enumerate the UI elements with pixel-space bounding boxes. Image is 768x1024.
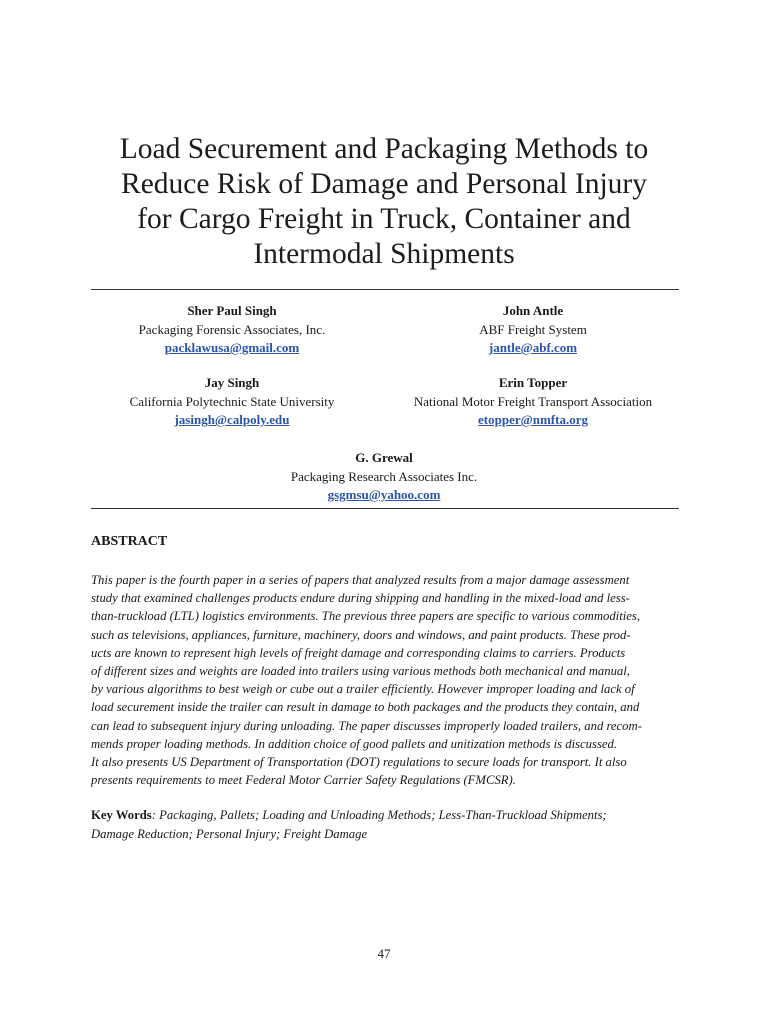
keywords-text: Damage Reduction; Personal Injury; Freight Damage	[91, 826, 368, 841]
paper-title	[90, 132, 678, 272]
author-block	[392, 302, 674, 358]
abstract-line: such as televisions, appliances, furniture, machinery, doors and windows, and paint products. These prod-	[91, 627, 631, 642]
page-number: 47	[377, 946, 391, 961]
abstract-line: load securement inside the trailer can result in damage to both packages and the products they contain, and	[91, 700, 640, 715]
author-email-link[interactable]: etopper@nmfta.org	[478, 412, 588, 427]
abstract-heading: ABSTRACT	[91, 534, 168, 549]
author-email-link[interactable]: jasingh@calpoly.edu	[174, 412, 290, 427]
author-name: Erin Topper	[498, 375, 568, 390]
divider-bottom	[91, 508, 679, 509]
title-line: Intermodal Shipments	[253, 238, 515, 270]
author-affiliation: California Polytechnic State University	[129, 393, 335, 409]
abstract-line: by various algorithms to best weigh or cube out a trailer efficiently. However improper loading and lack of	[91, 682, 635, 697]
keywords-label: Key Words	[91, 808, 152, 822]
author-affiliation: Packaging Research Associates Inc.	[290, 468, 478, 484]
abstract-line: presents requirements to meet Federal Motor Carrier Safety Regulations (FMCSR).	[91, 773, 516, 788]
author-name: Jay Singh	[204, 375, 260, 390]
abstract-line: study that examined challenges products endure during shipping and handling in the mixed-load and less-	[91, 591, 630, 606]
author-block	[392, 374, 674, 430]
author-name: Sher Paul Singh	[187, 303, 277, 318]
keywords-text: : Packaging, Pallets; Loading and Unloading Methods; Less-Than-Truckload Shipments;	[151, 808, 607, 822]
author-email-link[interactable]: gsgmsu@yahoo.com	[327, 487, 441, 502]
author-affiliation: National Motor Freight Transport Association	[413, 393, 653, 409]
author-name: John Antle	[502, 303, 564, 318]
abstract-line: This paper is the fourth paper in a series of papers that analyzed results from a major damage assessment	[91, 573, 630, 587]
author-block	[200, 449, 568, 505]
divider-top	[91, 289, 679, 290]
keywords-line	[91, 806, 681, 825]
abstract-line: of different sizes and weights are loaded into trailers using various methods both mechanical and manual,	[91, 664, 630, 679]
author-name: G. Grewal	[355, 450, 413, 465]
abstract-line: mends proper loading methods. In addition choice of good pallets and unitization methods is discussed.	[91, 736, 618, 751]
title-line: Load Securement and Packaging Methods to	[119, 133, 649, 165]
abstract-line: than-truckload (LTL) logistics environments. The previous three papers are specific to various commodities,	[91, 609, 640, 624]
abstract-line: It also presents US Department of Transportation (DOT) regulations to secure loads for transport. It also	[91, 755, 627, 770]
abstract-body	[91, 571, 681, 789]
keywords-block	[91, 806, 681, 843]
abstract-line: can lead to subsequent injury during unloading. The paper discusses improperly loaded trailers, and recom-	[91, 718, 642, 733]
abstract-line: ucts are known to represent high levels of freight damage and corresponding claims to carriers. Products	[91, 645, 626, 660]
author-block	[92, 374, 372, 430]
author-affiliation: Packaging Forensic Associates, Inc.	[138, 321, 326, 337]
author-email-link[interactable]: packlawusa@gmail.com	[164, 340, 300, 355]
author-email-link[interactable]: jantle@abf.com	[488, 340, 578, 355]
author-affiliation: ABF Freight System	[479, 321, 587, 337]
title-line: Reduce Risk of Damage and Personal Injury	[121, 168, 647, 200]
title-line: for Cargo Freight in Truck, Container and	[137, 203, 631, 235]
author-block	[92, 302, 372, 358]
